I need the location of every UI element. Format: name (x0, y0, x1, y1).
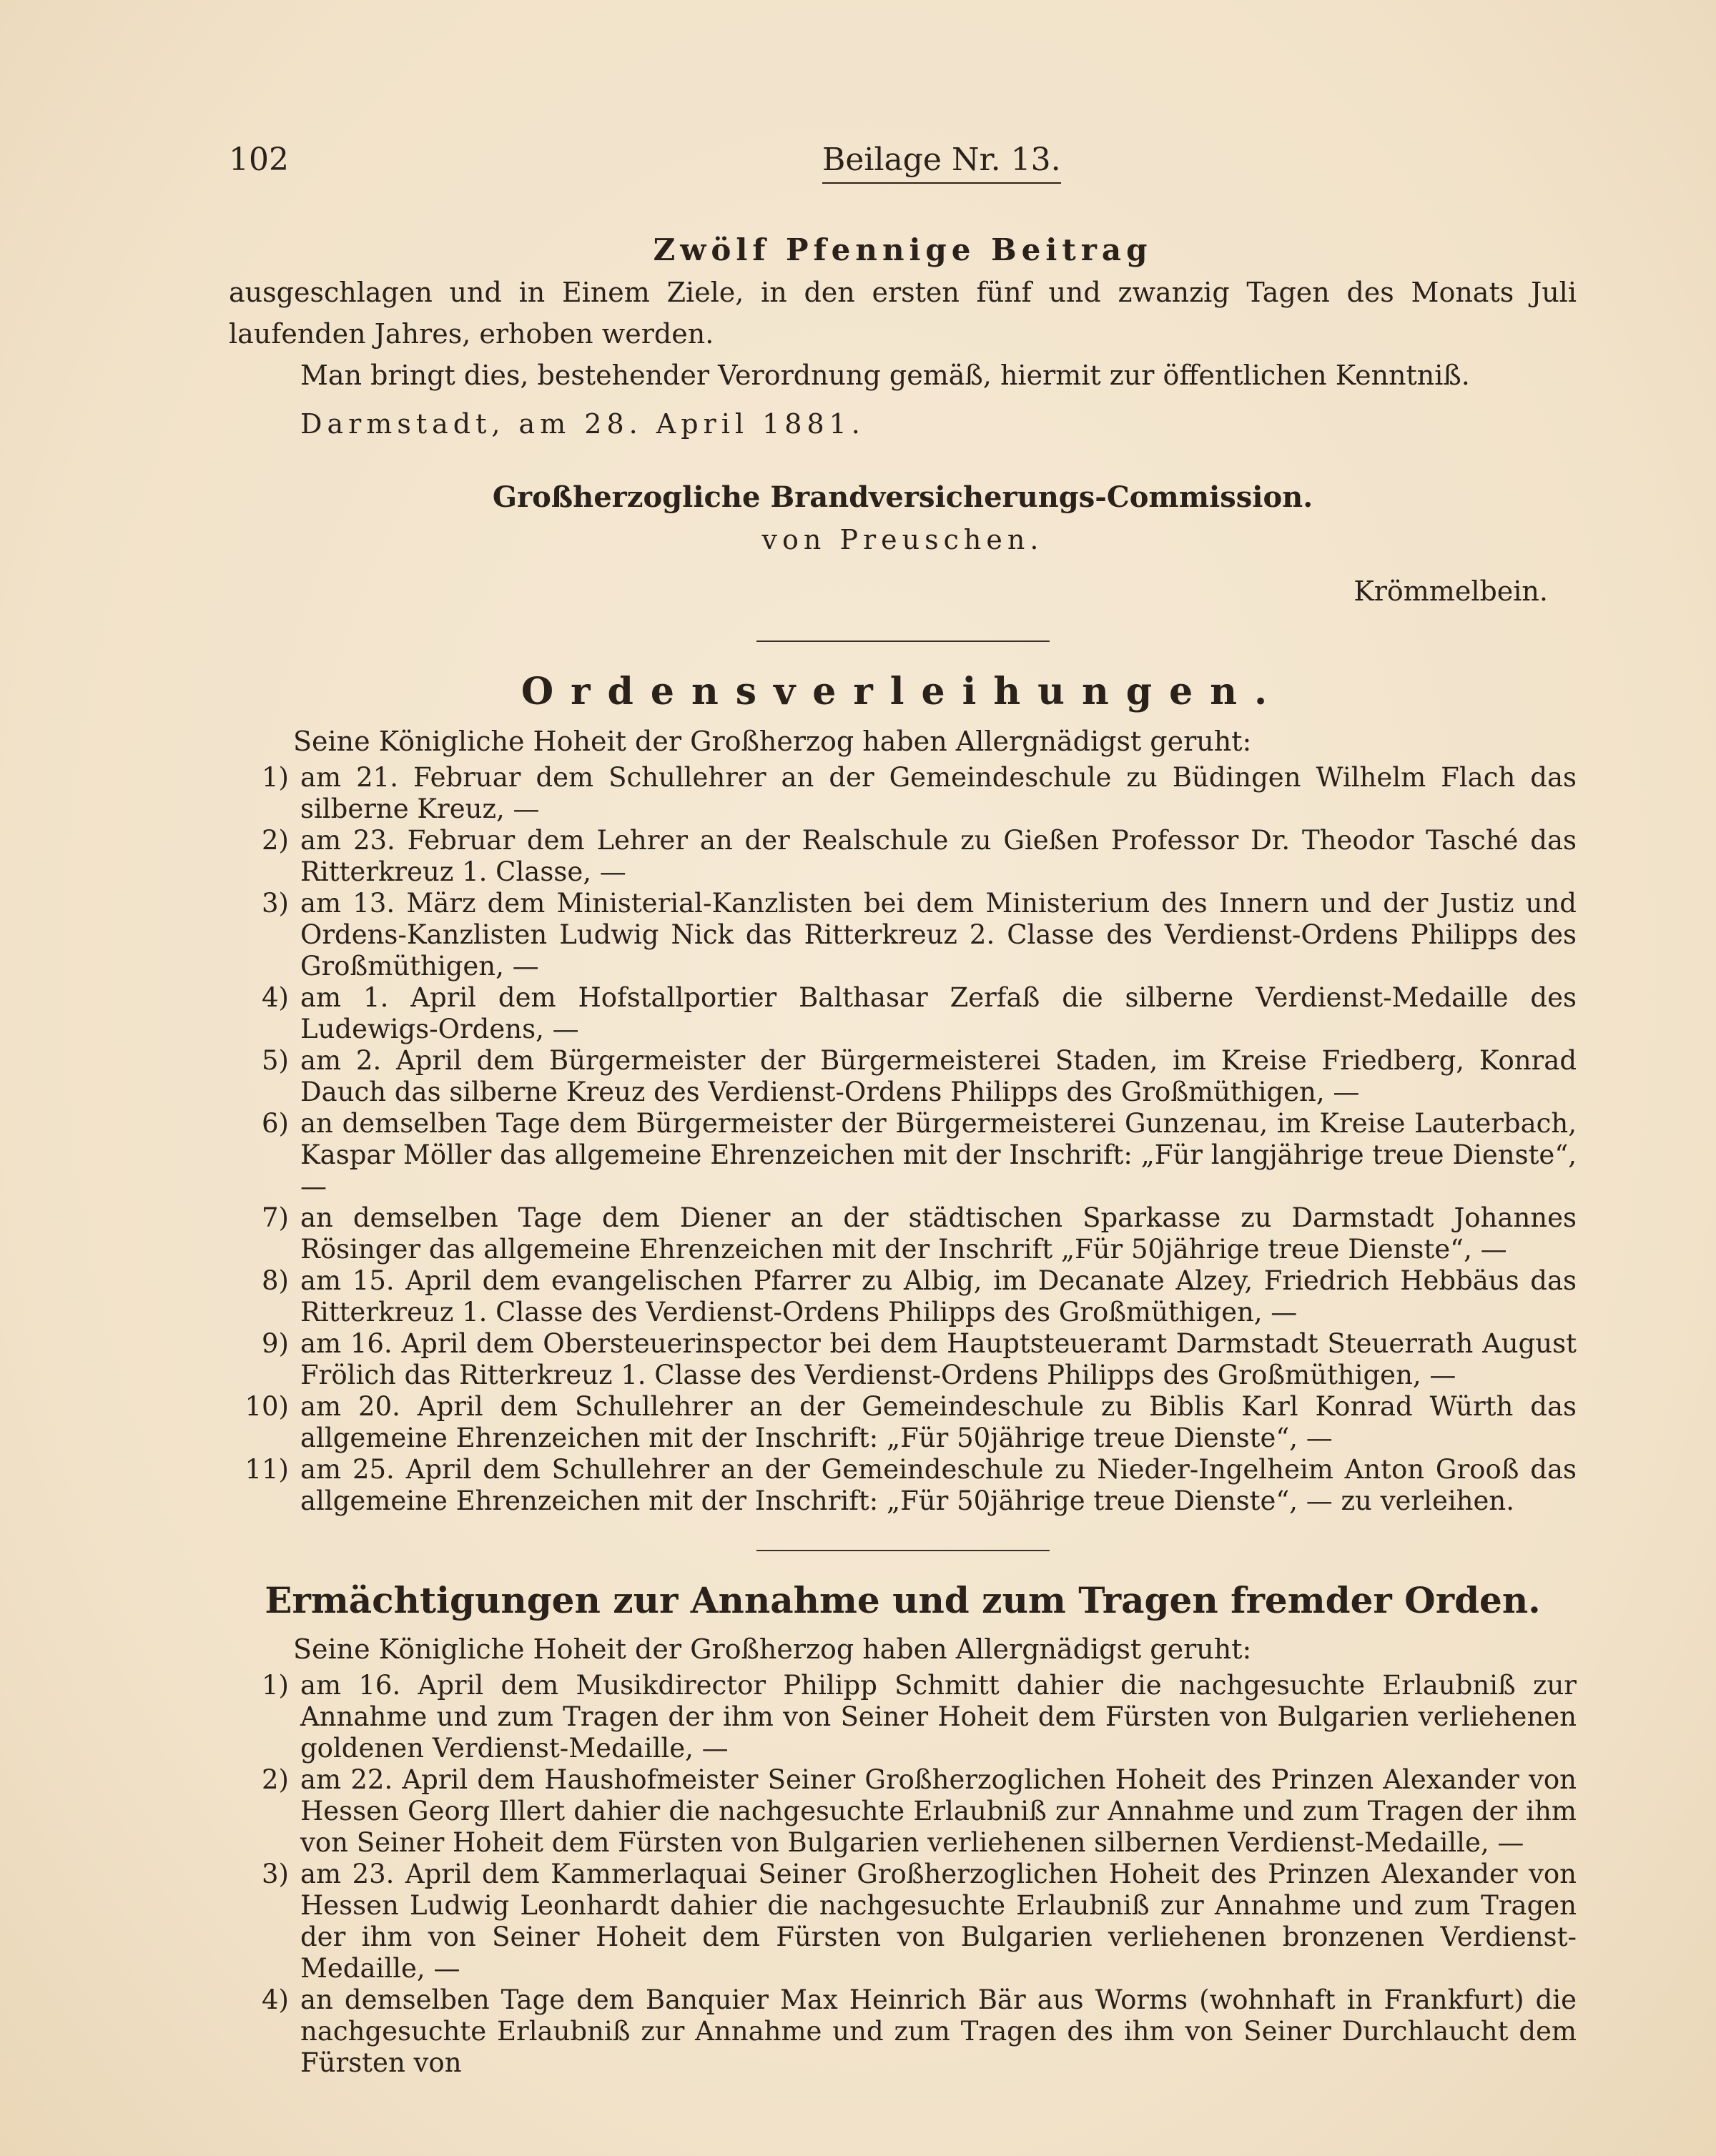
item-text: am 16. April dem Musikdirector Philipp Schmitt dahier die nachgesuchte Erlaubniß zur Annahme und zum Tragen der ihm von Seiner Hoheit dem Fürsten von Bulgarien verliehenen goldenen Verdienst-Medaille, — (300, 1670, 1577, 1764)
list-item (229, 1391, 1577, 1454)
item-number: 5) (262, 1045, 289, 1076)
item-text: an demselben Tage dem Bürgermeister der Bürgermeisterei Gunzenau, im Kreise Lauterbach, Kaspar Möller das allgemeine Ehrenzeichen mit der Inschrift: „Für langjährige treue Dienste“, — (300, 1108, 1577, 1202)
page-number: 102 (229, 142, 289, 178)
divider-1 (756, 641, 1050, 642)
item-number: 7) (262, 1202, 289, 1233)
item-text: am 23. April dem Kammerlaquai Seiner Großherzoglichen Hoheit des Prinzen Alexander von Hessen Ludwig Leonhardt dahier die nachgesuchte Erlaubniß zur Annahme und zum Tragen der ihm von Seiner Hoheit dem Fürsten von Bulgarien verliehenen bronzenen Verdienst-Medaille, — (300, 1859, 1577, 1984)
item-number: 3) (262, 1859, 289, 1889)
list-item (229, 1764, 1577, 1859)
item-text: am 25. April dem Schullehrer an der Gemeindeschule zu Nieder-Ingelheim Anton Grooß das allgemeine Ehrenzeichen mit der Inschrift: „Für 50jährige treue Dienste“, — zu verleihen. (300, 1454, 1577, 1516)
item-number: 9) (262, 1328, 289, 1359)
item-number: 4) (262, 982, 289, 1013)
page-header (229, 142, 1573, 184)
list-item (229, 982, 1577, 1045)
item-number: 10) (245, 1391, 289, 1422)
authorizations-intro: Seine Königliche Hoheit der Großherzog haben Allergnädigst geruht: (293, 1633, 1252, 1665)
list-item (229, 1859, 1577, 1984)
signatory-2: Krömmelbein. (1353, 575, 1548, 607)
signatory-1: von Preuschen. (761, 524, 1044, 555)
item-text: am 16. April dem Obersteuerinspector bei dem Hauptsteueramt Darmstadt Steuerrath August Frölich das Ritterkreuz 1. Classe des Verdienst-Ordens Philipps des Großmüthigen, — (300, 1328, 1577, 1390)
authorizations-heading: Ermächtigungen zur Annahme und zum Tragen fremder Orden. (265, 1579, 1541, 1621)
item-number: 6) (262, 1108, 289, 1139)
item-text: am 13. März dem Ministerial-Kanzlisten bei dem Ministerium des Innern und der Justiz und Ordens-Kanzlisten Ludwig Nick das Ritterkreuz 2. Classe des Verdienst-Ordens Philipps des Großmüthigen, — (300, 888, 1577, 981)
notice-line-1: ausgeschlagen und in Einem Ziele, in den ersten fünf und zwanzig Tagen des Monats Juli (229, 277, 1577, 308)
list-item (229, 762, 1577, 825)
list-item (229, 1202, 1577, 1265)
commission-name: Großherzogliche Brandversicherungs-Commission. (492, 480, 1313, 514)
item-text: am 21. Februar dem Schullehrer an der Gemeindeschule zu Büdingen Wilhelm Flach das silberne Kreuz, — (300, 762, 1577, 824)
item-text: an demselben Tage dem Diener an der städtischen Sparkasse zu Darmstadt Johannes Rösinger das allgemeine Ehrenzeichen mit der Inschrift „Für 50jährige treue Dienste“, — (300, 1202, 1577, 1265)
orders-intro: Seine Königliche Hoheit der Großherzog haben Allergnädigst geruht: (293, 726, 1252, 757)
item-text: am 22. April dem Haushofmeister Seiner Großherzoglichen Hoheit des Prinzen Alexander von Hessen Georg Illert dahier die nachgesuchte Erlaubniß zur Annahme und zum Tragen der ihm von Seiner Hoheit dem Fürsten von Bulgarien verliehenen silbernen Verdienst-Medaille, — (300, 1764, 1577, 1858)
list-item (229, 1670, 1577, 1764)
item-number: 2) (262, 825, 289, 856)
item-number: 1) (262, 1670, 289, 1701)
item-text: am 2. April dem Bürgermeister der Bürgermeisterei Staden, im Kreise Friedberg, Konrad Dauch das silberne Kreuz des Verdienst-Ordens Philipps des Großmüthigen, — (300, 1045, 1577, 1107)
item-number: 2) (262, 1764, 289, 1795)
list-item (229, 1984, 1577, 2079)
notice-title: Zwölf Pfennige Beitrag (653, 232, 1153, 267)
item-text: am 20. April dem Schullehrer an der Gemeindeschule zu Biblis Karl Konrad Würth das allgemeine Ehrenzeichen mit der Inschrift: „Für 50jährige treue Dienste“, — (300, 1391, 1577, 1453)
list-item (229, 1328, 1577, 1391)
list-item (229, 888, 1577, 982)
item-number: 11) (245, 1454, 289, 1485)
divider-2 (756, 1550, 1050, 1551)
item-text: am 23. Februar dem Lehrer an der Realschule zu Gießen Professor Dr. Theodor Tasché das Ritterkreuz 1. Classe, — (300, 825, 1577, 887)
page-content (229, 229, 1577, 2079)
orders-list (229, 762, 1577, 1517)
orders-heading: Ordensverleihungen. (521, 670, 1285, 713)
notice-line-2: laufenden Jahres, erhoben werden. (229, 318, 714, 350)
item-number: 3) (262, 888, 289, 919)
item-number: 1) (262, 762, 289, 793)
authorizations-list (229, 1670, 1577, 2079)
supplement-title: Beilage Nr. 13. (822, 142, 1061, 184)
list-item (229, 1108, 1577, 1202)
item-number: 8) (262, 1265, 289, 1296)
list-item (229, 1454, 1577, 1517)
list-item (229, 1265, 1577, 1328)
place-date: Darmstadt, am 28. April 1881. (300, 408, 865, 440)
item-number: 4) (262, 1984, 289, 2015)
notice-line-3: Man bringt dies, bestehender Verordnung gemäß, hiermit zur öffentlichen Kenntniß. (300, 360, 1470, 391)
list-item (229, 1045, 1577, 1108)
item-text: am 15. April dem evangelischen Pfarrer zu Albig, im Decanate Alzey, Friedrich Hebbäus das Ritterkreuz 1. Classe des Verdienst-Ordens Philipps des Großmüthigen, — (300, 1265, 1577, 1327)
item-text: am 1. April dem Hofstallportier Balthasar Zerfaß die silberne Verdienst-Medaille des Ludewigs-Ordens, — (300, 982, 1577, 1044)
list-item (229, 825, 1577, 888)
item-text: an demselben Tage dem Banquier Max Heinrich Bär aus Worms (wohnhaft in Frankfurt) die nachgesuchte Erlaubniß zur Annahme und zum Tragen des ihm von Seiner Durchlaucht dem Fürsten von (300, 1984, 1577, 2078)
